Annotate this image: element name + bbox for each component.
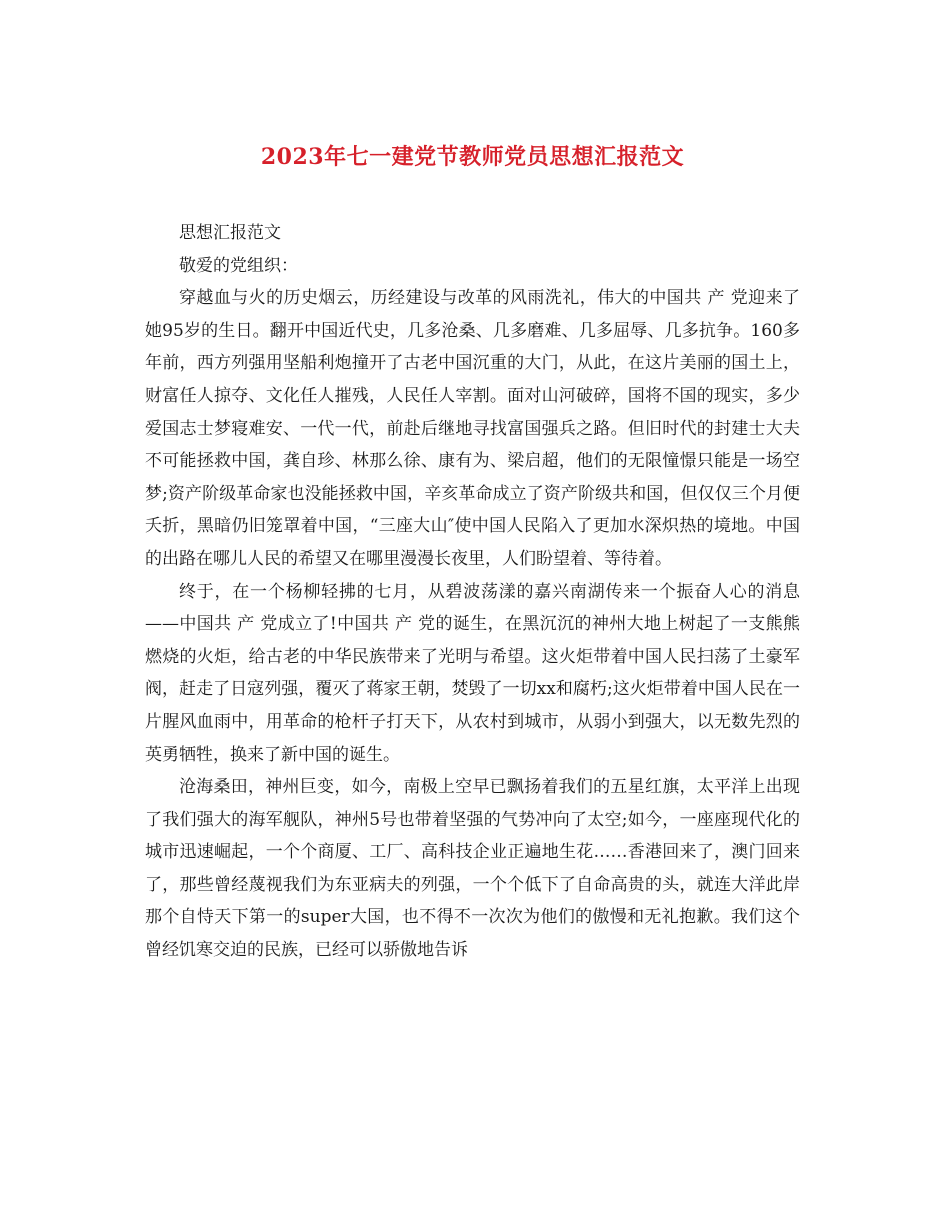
paragraph-body: 穿越血与火的历史烟云，历经建设与改革的风雨洗礼，伟大的中国共 产 党迎来了她95岁的生日。翻开中国近代史，几多沧桑、几多磨难、几多屈辱、几多抗争。160多年前，西方列强用坚船利炮撞开了古老中国沉重的大门，从此，在这片美丽的国土上，财富任人掠夺、文化任人摧残，人民任人宰割。面对山河破碎，国将不国的现实，多少爱国志士梦寝难安、一代一代，前赴后继地寻找富国强兵之路。但旧时代的封建士大夫不可能拯救中国，龚自珍、林那么徐、康有为、梁启超，他们的无限憧憬只能是一场空梦;资产阶级革命家也没能拯救中国，辛亥革命成立了资产阶级共和国，但仅仅三个月便夭折，黑暗仍旧笼罩着中国，“三座大山″使中国人民陷入了更加水深炽热的境地。中国的出路在哪儿人民的希望又在哪里漫漫长夜里，人们盼望着、等待着。 <box>145 288 800 569</box>
paragraph-body: 沧海桑田，神州巨变，如今，南极上空早已飘扬着我们的五星红旗，太平洋上出现了我们强大的海军舰队，神州5号也带着坚强的气势冲向了太空;如今，一座座现代化的城市迅速崛起，一个个商厦、工厂、高科技企业正遍地生花……香港回来了，澳门回来了，那些曾经蔑视我们为东亚病夫的列强，一个个低下了自命高贵的头，就连大洋此岸那个自恃天下第一的super大国，也不得不一次次为他们的傲慢和无礼抱歉。我们这个曾经饥寒交迫的民族，已经可以骄傲地告诉 <box>145 777 800 961</box>
paragraph-heading: 思想汇报范文 <box>179 223 281 243</box>
document-title: 2023年七一建党节教师党员思想汇报范文 <box>260 144 685 170</box>
paragraph-salutation: 敬爱的党组织： <box>179 255 298 276</box>
paragraph-body: 终于，在一个杨柳轻拂的七月，从碧波荡漾的嘉兴南湖传来一个振奋人心的消息——中国共 产 党成立了!中国共 产 党的诞生，在黑沉沉的神州大地上树起了一支熊熊燃烧的火炬，给古老的中华民族带来了光明与希望。这火炬带着中国人民扫荡了土豪军阀，赶走了日寇列强，覆灭了蒋家王朝，焚毁了一切xx和腐朽;这火炬带着中国人民在一片腥风血雨中，用革命的枪杆子打天下，从农村到城市，从弱小到强大，以无数先烈的英勇牺牲，换来了新中国的诞生。 <box>145 581 800 765</box>
